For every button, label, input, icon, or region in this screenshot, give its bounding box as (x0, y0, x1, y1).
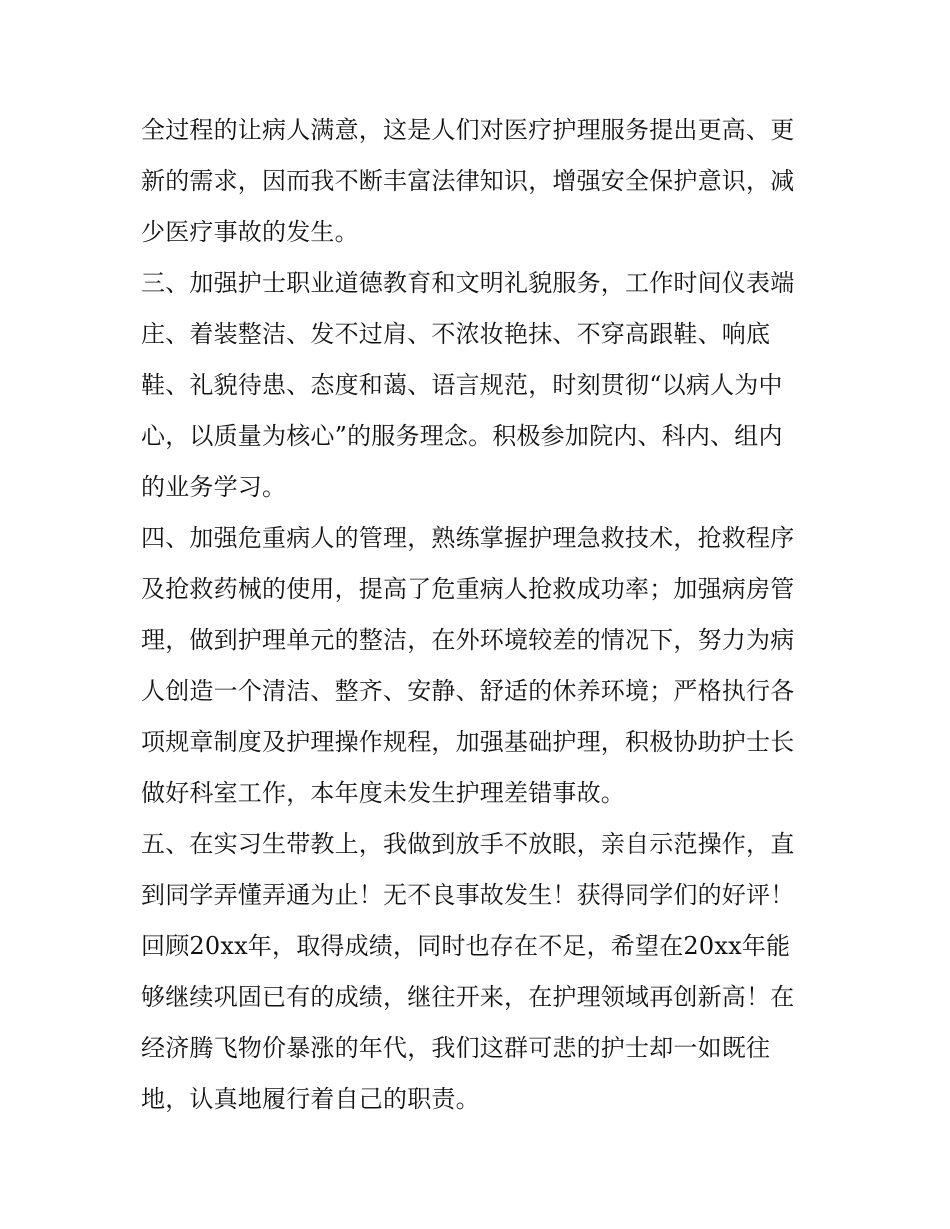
text-line-16: 到同学弄懂弄通为止！无不良事故发生！获得同学们的好评！ (141, 881, 795, 909)
text-line-13: 项规章制度及护理操作规程，加强基础护理，积极协助护士长 (141, 728, 795, 756)
text-line-6: 鞋、礼貌待患、态度和蔼、语言规范，时刻贯彻“以病人为中 (141, 371, 783, 399)
text-line-14: 做好科室工作，本年度未发生护理差错事故。 (141, 779, 625, 807)
text-line-4: 三、加强护士职业道德教育和文明礼貌服务，工作时间仪表端 (141, 269, 795, 297)
text-line-5: 庄、着装整洁、发不过肩、不浓妆艳抹、不穿高跟鞋、响底 (141, 320, 771, 348)
text-line-19: 经济腾飞物价暴涨的年代，我们这群可悲的护士却一如既往 (141, 1034, 771, 1062)
text-line-17: 回顾20xx年，取得成绩，同时也存在不足，希望在20xx年能 (141, 932, 791, 960)
text-line-1: 全过程的让病人满意，这是人们对医疗护理服务提出更高、更 (141, 116, 795, 144)
text-line-20: 地，认真地履行着自己的职责。 (141, 1085, 480, 1113)
text-line-18: 够继续巩固已有的成绩，继往开来，在护理领域再创新高！在 (141, 983, 795, 1011)
text-line-8: 的业务学习。 (141, 473, 287, 501)
text-line-15: 五、在实习生带教上，我做到放手不放眼，亲自示范操作，直 (141, 830, 795, 858)
text-line-3: 少医疗事故的发生。 (141, 218, 359, 246)
text-line-7: 心，以质量为核心”的服务理念。积极参加院内、科内、组内 (141, 422, 783, 450)
text-line-9: 四、加强危重病人的管理，熟练掌握护理急救技术，抢救程序 (141, 524, 795, 552)
text-line-2: 新的需求，因而我不断丰富法律知识，增强安全保护意识，减 (141, 167, 795, 195)
text-line-12: 人创造一个清洁、整齐、安静、舒适的休养环境；严格执行各 (141, 677, 795, 705)
text-line-10: 及抢救药械的使用，提高了危重病人抢救成功率；加强病房管 (141, 575, 795, 603)
text-line-11: 理，做到护理单元的整洁，在外环境较差的情况下，努力为病 (141, 626, 795, 654)
